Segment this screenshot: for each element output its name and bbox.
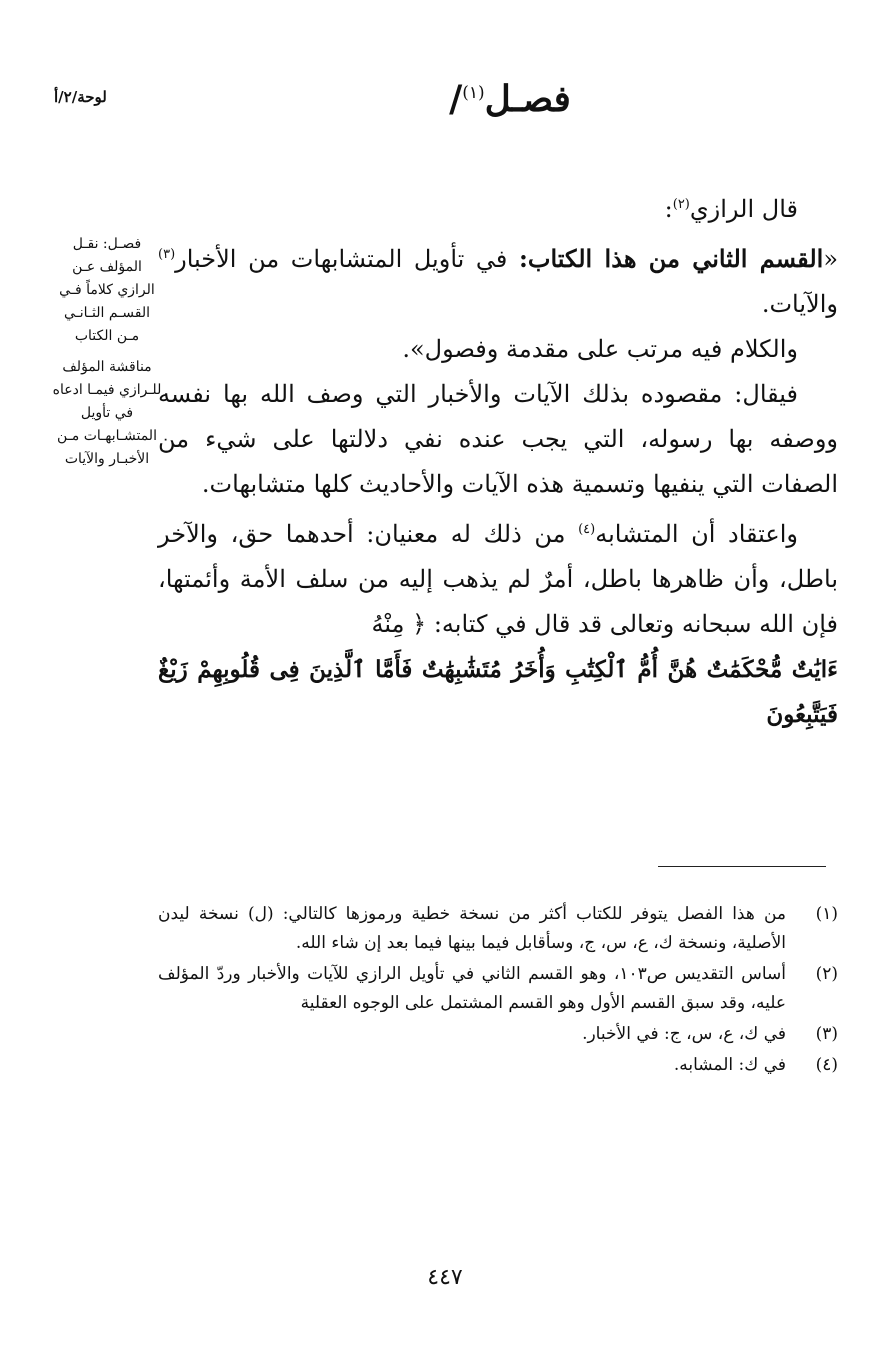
footnote-marker-2: (٢) <box>672 197 690 212</box>
paragraph-1 <box>158 182 838 232</box>
footnote <box>158 960 838 1018</box>
chapter-title-text: فصـل <box>484 78 571 120</box>
footnote-text: أساس التقديس ص١٠٣، وهو القسم الثاني في تأويل الرازي للآيات والأخبار وردّ المؤلف عليه، وقد سبق القسم الأول وهو القسم المشتمل على الوجوه العقلية <box>158 964 786 1013</box>
chapter-title <box>395 78 625 120</box>
page-number: ٤٤٧ <box>427 1265 463 1290</box>
footnote <box>158 1051 838 1080</box>
footnote-text: في ك: المشابه. <box>673 1055 786 1075</box>
paragraph-2 <box>158 232 838 327</box>
quran-verse-line: ءَايَٰتٌ مُّحْكَمَٰتٌ هُنَّ أُمُّ ٱلْكِتَٰبِ وَأُخَرُ مُتَشَٰبِهَٰتٌ فَأَمَّا ٱلَّذِينَ فِى قُلُوبِهِمْ زَيْغٌ فَيَتَّبِعُونَ <box>158 656 838 728</box>
footnotes <box>158 900 838 1082</box>
margin-note: فصـل: نقـل المؤلف عـن الرازي كلاماً فـي القسـم الثـانـي مـن الكتاب <box>59 236 155 344</box>
chapter-title-footnote-marker: (١) <box>462 83 485 103</box>
footnote-text: من هذا الفصل يتوفر للكتاب أكثر من نسخة خطية ورموزها كالتالي: (ل) نسخة ليدن الأصلية، ونسخة ك، ع، س، ج، وسأقابل فيما بينها فيما بعد إن شاء الله. <box>158 904 786 953</box>
footnote-text: في ك، ع، س، ج: في الأخبار. <box>582 1024 786 1044</box>
footnote-separator <box>658 866 826 867</box>
paragraph-2-text-a: في تأويل المتشابهات من الأخبار <box>175 245 519 273</box>
footnote-number: (٣) <box>815 1024 838 1044</box>
footnote-marker-4: (٤) <box>578 522 596 537</box>
paragraph-2-open-quote: « <box>823 245 838 273</box>
paragraph-5-text-a: واعتقاد أن المتشابه <box>595 520 798 548</box>
paragraph-2-bold-heading: القسم الثاني من هذا الكتاب: <box>518 244 824 273</box>
paragraph-5 <box>158 507 838 647</box>
paragraph-4: فيقال: مقصوده بذلك الآيات والأخبار التي وصف الله بها نفسه ووصفه بها رسوله، التي يجب عنده نفي دلالتها على شيء من الصفات التي ينفيها وتسمية هذه الآيات والأحاديث كلها متشابهات. <box>158 380 838 498</box>
paragraph-1-colon: : <box>664 195 673 223</box>
paragraph-3: والكلام فيه مرتب على مقدمة وفصول». <box>402 335 798 363</box>
footnote-number: (٢) <box>815 964 838 984</box>
footnote-marker-3: (٣) <box>158 247 176 262</box>
margin-notes <box>52 233 162 479</box>
margin-note: مناقشة المؤلف للـرازي فيمـا ادعاه في تأويل المتشـابهـات مـن الأخبـار والآيات <box>52 359 162 467</box>
paragraph-5-text-b: من ذلك له معنيان: أحدهما حق، والآخر باطل، وأن ظاهرها باطل، أمرٌ لم يذهب إليه من سلف الأمة وأئمتها، فإن الله سبحانه وتعالى قد قال في كتابه: ﴿ مِنْهُ <box>158 520 838 638</box>
chapter-title-slash: / <box>449 78 463 120</box>
main-text <box>158 182 838 737</box>
footnote-number: (١) <box>815 904 838 924</box>
manuscript-plate-reference: لوحة/٢/أ <box>54 88 107 106</box>
footnote <box>158 1020 838 1049</box>
footnote-number: (٤) <box>815 1055 838 1075</box>
paragraph-1-text: قال الرازي <box>689 195 798 223</box>
paragraph-2-text-b: والآيات. <box>761 290 838 318</box>
footnote <box>158 900 838 958</box>
